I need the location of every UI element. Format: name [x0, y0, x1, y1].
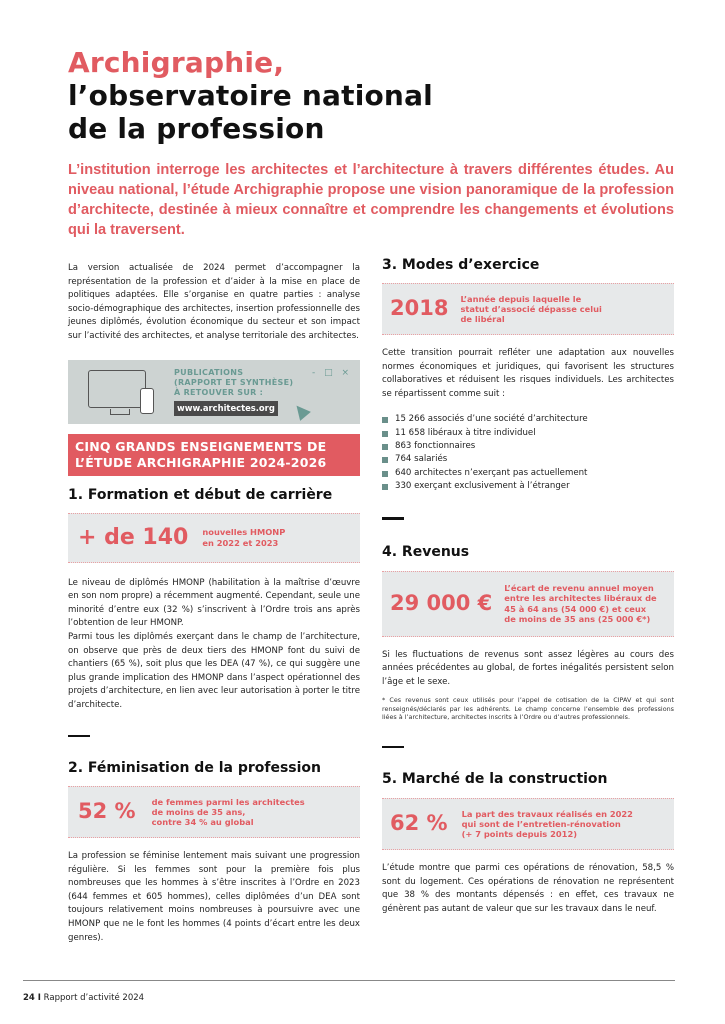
list-item: 764 salariés [382, 453, 674, 466]
left-column [68, 262, 360, 945]
section-3-stat [382, 283, 674, 335]
intro-paragraph: La version actualisée de 2024 permet d’accompagner la représentation de la profession et d’aider à la mise en place de politiques adaptées. Elle s’organise en quatre parties : analyse socio-démographique des architectes, insertion professionnelle des jeunes diplômés, évolution économique du secteur et son impact sur l’activité des architectes, et analyse territoriale des architectes. [68, 263, 360, 341]
publications-box [68, 360, 360, 424]
stat-label: de femmes parmi les architectes de moins de 35 ans, contre 34 % au global [151, 796, 305, 828]
stat-value: 62 % [390, 811, 448, 836]
section-1-stat [68, 513, 360, 563]
modes-list [382, 413, 674, 493]
section-1-body-1: Le niveau de diplômés HMONP (habilitation à la maîtrise d’œuvre en son nom propre) a récemment augmenté. Cependant, seule une minorité d’entre eux (32 %) s’inscrivent à l’Ordre trois ans après l’obtention de leur HMONP. [68, 577, 360, 629]
list-item: 15 266 associés d’une société d’architecture [382, 413, 674, 426]
footer-divider [23, 980, 675, 981]
section-4-heading: 4. Revenus [382, 543, 470, 560]
stat-label: L’année depuis laquelle le statut d’associé dépasse celui de libéral [460, 293, 602, 325]
smartphone-icon [140, 388, 154, 414]
stat-value: 29 000 € [390, 590, 493, 615]
list-item: 640 architectes n’exerçant pas actuellement [382, 467, 674, 480]
stat-label: La part des travaux réalisés en 2022 qui sont de l’entretien-rénovation (+ 7 points depuis 2012) [461, 808, 633, 840]
stat-label: nouvelles HMONP en 2022 et 2023 [202, 527, 286, 548]
stat-label: L’écart de revenu annuel moyen entre les architectes libéraux de 45 à 64 ans (54 000 €) et ceux de moins de 35 ans (25 000 €*) [504, 583, 657, 624]
section-3-heading: 3. Modes d’exercice [382, 257, 540, 273]
monitor-icon [88, 370, 146, 408]
list-item: 330 exerçant exclusivement à l’étranger [382, 480, 674, 493]
section-2-body: La profession se féminise lentement mais suivant une progression régulière. Si les femmes sont pour la première fois plus nombreuses que les hommes à s’être inscrites à l’Ordre en 2023 (644 femmes et 605 hommes), celles diplômées d’un DEA sont toujours relativement moins nombreuses à poursuivre avec une HMONP que ne le font les hommes (4 points d’écart entre les deux genres). [68, 851, 360, 943]
stat-value: 52 % [78, 799, 136, 824]
right-column [382, 256, 674, 917]
lead-paragraph: L’institution interroge les architectes et l’architecture à travers différentes études. Au niveau national, l’étude Archigraphie propose une vision panoramique de la profession d’architecte, destinée à mieux connaître et comprendre les changements et évolutions qui la traversent. [68, 162, 674, 238]
section-5-body: L’étude montre que parmi ces opérations de rénovation, 58,5 % sont du logement. Ces opérations de rénovation ne représentent que 38 % des montants dépensés : en effet, ces travaux ne génèrent pas autant de valeur que sur les travaux dans le neuf. [382, 863, 674, 914]
section-4-footnote: * Ces revenus sont ceux utilisés pour l’appel de cotisation de la CIPAV et qui sont renseignés/déclarés par les adhérents. Le champ concerne l’ensemble des professions liées à l’architecture, architectes inscrits à l’Ordre ou d’autres professionnels. [382, 696, 674, 722]
section-3-body: Cette transition pourrait refléter une adaptation aux nouvelles normes économiques et juridiques, qui favorisent les structures collaboratives et réduisent les risques individuels. Les architectes se répartissent comme suit : [382, 348, 674, 399]
window-controls-icon: - □ × [311, 367, 352, 378]
section-5-heading: 5. Marché de la construction [382, 771, 608, 788]
section-4-body: Si les fluctuations de revenus sont assez légères au cours des années précédentes au global, de fortes inégalités persistent selon l’âge et le sexe. [382, 649, 674, 687]
page-title [68, 46, 433, 145]
monitor-stand-icon [110, 409, 130, 415]
footer-label: Rapport d’activité 2024 [43, 993, 145, 1003]
title-line-2: l’observatoire national [68, 79, 433, 112]
cursor-arrow-icon [291, 401, 311, 421]
section-divider [382, 517, 404, 520]
page-number: 24 I [23, 993, 41, 1003]
section-4-stat [382, 571, 674, 637]
list-item: 863 fonctionnaires [382, 440, 674, 453]
section-1-body-2: Parmi tous les diplômés exerçant dans le champ de l’architecture, on observe que près de deux tiers des HMONP font du suivi de chantiers (65 %), soit plus que les DEA (47 %), ce qui suggère une plus grande implication des HMONP dans l’aspect opérationnel des projets d’architecture, en lien avec leur autorisation à porter le titre d’architecte. [68, 631, 360, 710]
page-footer [23, 993, 144, 1003]
section-2-heading: 2. Féminisation de la profession [68, 760, 321, 776]
section-divider [68, 735, 90, 738]
title-line-3: de la profession [68, 112, 325, 145]
list-item: 11 658 libéraux à titre individuel [382, 427, 674, 440]
section-5-stat [382, 798, 674, 850]
section-1-heading: 1. Formation et début de carrière [68, 486, 333, 503]
stat-value: + de 140 [78, 524, 189, 550]
website-link[interactable]: www.architectes.org [174, 401, 278, 416]
section-2-stat [68, 786, 360, 838]
publications-text: PUBLICATIONS (RAPPORT ET SYNTHÈSE) À RETOUVER SUR : [174, 367, 294, 397]
stat-value: 2018 [390, 296, 449, 321]
section-divider [382, 746, 404, 749]
title-line-1: Archigraphie, [68, 46, 285, 79]
key-findings-banner: CINQ GRANDS ENSEIGNEMENTS DE L’ÉTUDE ARCHIGRAPHIE 2024-2026 [68, 434, 360, 476]
